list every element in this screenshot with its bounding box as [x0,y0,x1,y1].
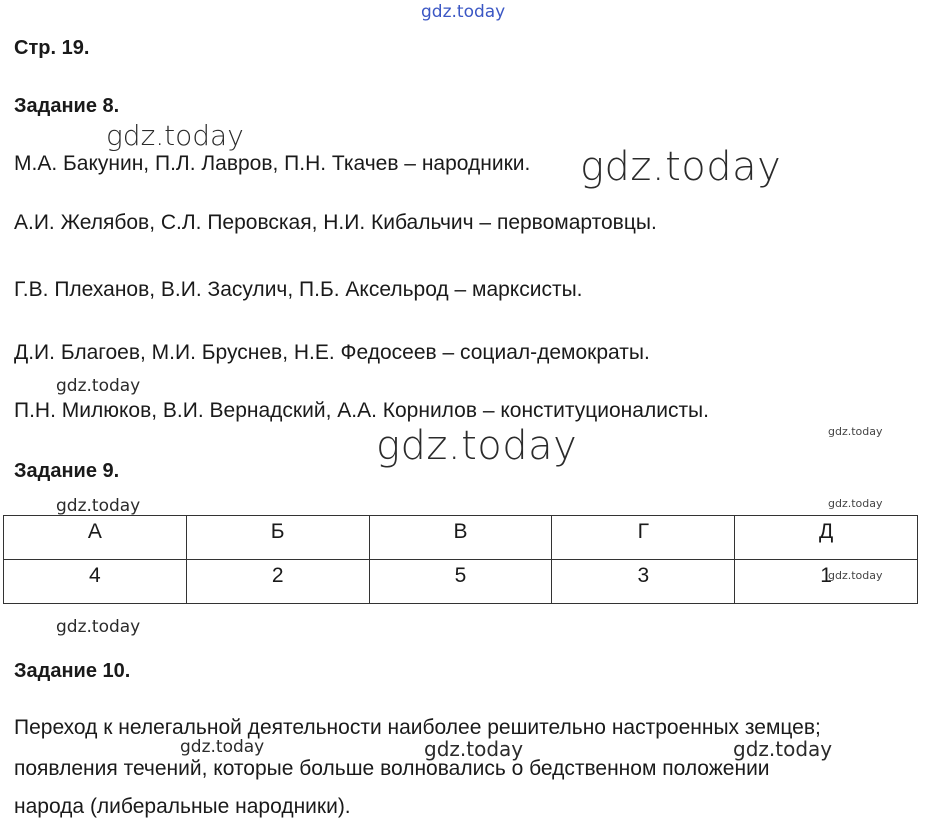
page-number: Стр. 19. [14,37,90,59]
watermark: gdz.today [56,376,141,396]
table-cell: 4 [4,560,187,604]
task8-line-4: Д.И. Благоев, М.И. Бруснев, Н.Е. Федосеев – социал-демократы. [14,341,650,364]
watermark: gdz.today [828,425,883,438]
task8-line-2: А.И. Желябов, С.Л. Перовская, Н.И. Кибальчич – первомартовцы. [14,211,657,234]
task10-line-3: народа (либеральные народники). [14,795,351,818]
watermark: gdz.today [424,737,524,761]
task10-title: Задание 10. [14,660,131,682]
table-header-cell: Г [552,516,735,560]
task8-line-5: П.Н. Милюков, В.И. Вернадский, А.А. Корнилов – конституционалисты. [14,399,709,422]
task9-title: Задание 9. [14,460,120,482]
table-cell: 1 [735,560,918,604]
watermark: gdz.today [828,497,883,510]
watermark: gdz.today [56,617,141,637]
task8-line-3: Г.В. Плеханов, В.И. Засулич, П.Б. Аксельрод – марксисты. [14,278,583,301]
task10-line-1: Переход к нелегальной деятельности наиболее решительно настроенных земцев; [14,716,821,739]
task8-line-1: М.А. Бакунин, П.Л. Лавров, П.Н. Ткачев – народники. [14,152,531,175]
table-header-row [4,516,918,560]
watermark: gdz.today [376,423,578,469]
watermark: gdz.today [828,569,883,582]
table-row [4,560,918,604]
table-cell: 3 [552,560,735,604]
watermark: gdz.today [106,119,244,152]
answers-table [3,515,918,604]
watermark: gdz.today [733,737,833,761]
table-header-cell: В [369,516,552,560]
table-header-cell: А [4,516,187,560]
watermark: gdz.today [180,737,265,757]
table-header-cell: Д [735,516,918,560]
table-cell: 5 [369,560,552,604]
watermark-top: gdz.today [421,2,506,22]
watermark: gdz.today [56,496,141,516]
table-header-cell: Б [186,516,369,560]
watermark: gdz.today [580,144,782,190]
task8-title: Задание 8. [14,95,120,117]
task10-line-2: появления течений, которые больше волновались о бедственном положении [14,757,770,780]
table-cell: 2 [186,560,369,604]
